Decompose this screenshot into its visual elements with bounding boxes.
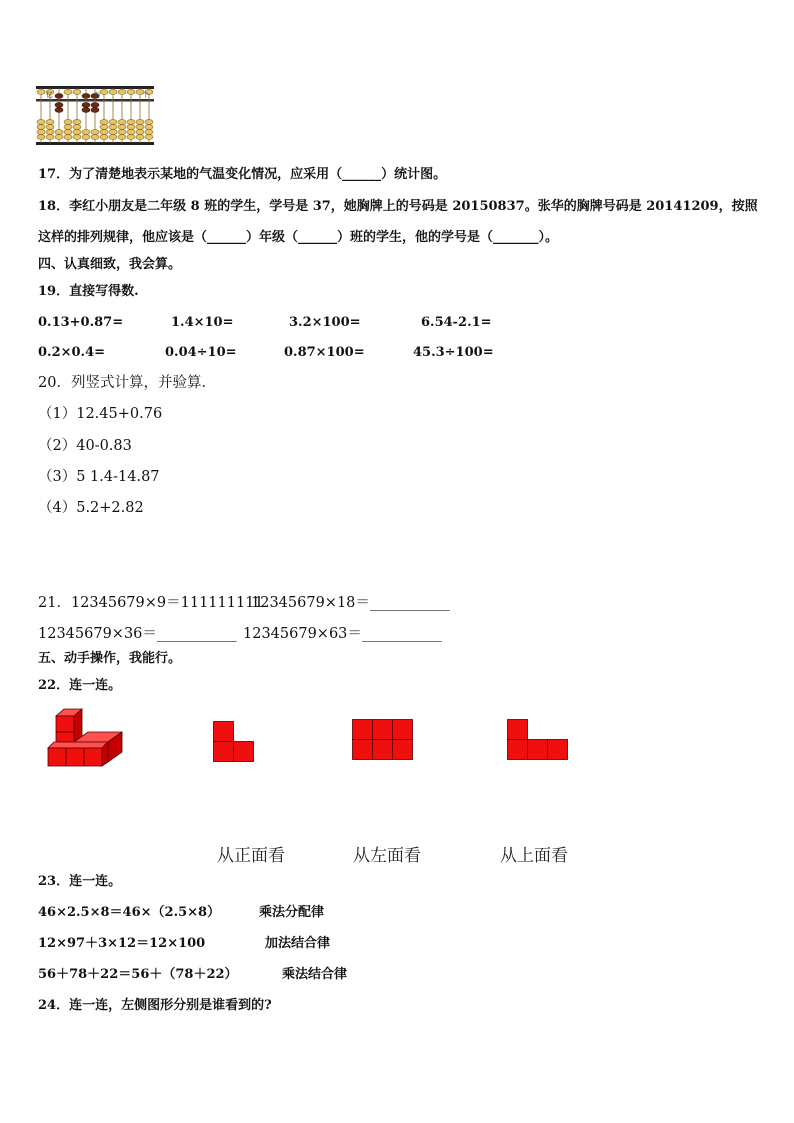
question-23-title: 23．连一连。 [38,874,122,889]
abacus-bead [37,120,45,125]
section-4-heading: 四、认真细致，我会算。 [38,257,182,272]
abacus-bead [64,120,72,125]
abacus-label-wan: 万 [94,91,101,99]
calc-2-2: 0.04÷10= [165,345,237,360]
abacus-bead [55,108,63,113]
abacus-bead [82,130,90,135]
question-18-line-1: 18．李红小朋友是二年级 8 班的学生，学号是 37，她胸牌上的号码是 20150837。张华的胸牌号码是 20141209，按照 [38,199,758,214]
view-label-left: 从左面看 [353,846,421,866]
abacus-bead [55,130,63,135]
abacus-bead [145,135,153,140]
abacus-bead [91,135,99,140]
view-shape-3 [507,719,569,761]
equation-2: 12×97＋3×12＝12×100 [38,936,206,951]
equation-1: 46×2.5×8＝46×（2.5×8） [38,905,221,920]
law-1: 乘法分配律 [259,905,325,920]
abacus-bead [55,103,63,108]
question-18-line-2: 这样的排列规律，他应该是（______）年级（______）班的学生，他的学号是（_______）。 [38,230,559,245]
abacus-bead [118,120,126,125]
abacus-bead [73,125,81,130]
abacus-bead [73,120,81,125]
abacus-bead [64,90,72,95]
abacus-bead [145,120,153,125]
abacus-bead [64,135,72,140]
abacus-bead [109,135,117,140]
abacus-bead [109,130,117,135]
abacus-bead [109,90,117,95]
cube-assembly-3d [44,706,128,770]
abacus-label-yi: 亿 [46,91,53,99]
abacus-bead [109,125,117,130]
abacus-bead [118,130,126,135]
question-22-title: 22．连一连。 [38,678,122,693]
view-shape-1 [213,721,255,763]
equation-3: 56＋78＋22＝56＋（78＋22） [38,967,238,982]
calc-2-4: 45.3÷100= [413,345,494,360]
question-20-item-3: （3）5 1.4-14.87 [38,469,160,485]
abacus-bead [100,130,108,135]
abacus-bead [82,103,90,108]
abacus-bead [127,120,135,125]
section-5-heading: 五、动手操作，我能行。 [38,651,182,666]
abacus-bead [91,103,99,108]
abacus-bead [91,130,99,135]
abacus-bead [37,90,45,95]
abacus-bead [82,94,90,99]
abacus-image [36,84,154,146]
abacus-label-ge: 个 [142,91,149,99]
abacus-bead [64,125,72,130]
view-shape-2 [352,719,414,761]
view-label-top: 从上面看 [500,846,568,866]
abacus-bead [100,90,108,95]
question-19-title: 19．直接写得数. [38,284,139,299]
abacus-bead [127,125,135,130]
abacus-bead [82,135,90,140]
question-20-item-1: （1）12.45+0.76 [38,406,163,422]
abacus-bead [64,130,72,135]
question-21-part-4: 12345679×63＝___________ [243,626,442,642]
abacus-bead [118,90,126,95]
question-24: 24．连一连，左侧图形分别是谁看到的? [38,998,272,1013]
abacus-bead [73,130,81,135]
abacus-bead [55,94,63,99]
abacus-bead [127,90,135,95]
question-21-part-3: 12345679×36＝___________ [38,626,237,642]
abacus-bead [145,125,153,130]
abacus-bead [127,130,135,135]
abacus-bead [46,120,54,125]
question-21-part-1: 21．12345679×9＝111111111 [38,595,264,611]
abacus-bead [46,135,54,140]
abacus-bead [127,135,135,140]
abacus-bead [118,135,126,140]
abacus-bead [100,120,108,125]
calc-1-4: 6.54-2.1= [421,315,492,330]
calc-1-2: 1.4×10= [171,315,234,330]
view-label-front: 从正面看 [217,846,285,866]
question-20-title: 20．列竖式计算，并验算． [38,375,216,391]
abacus-bead [100,135,108,140]
question-20-item-2: （2）40-0.83 [38,438,132,454]
abacus-bead [46,125,54,130]
question-17: 17．为了清楚地表示某地的气温变化情况，应采用（______）统计图。 [38,167,447,182]
abacus-bead [109,120,117,125]
abacus-bead [118,125,126,130]
calc-2-1: 0.2×0.4= [38,345,106,360]
abacus-bead [82,108,90,113]
abacus-bead [37,125,45,130]
abacus-bead [55,135,63,140]
law-2: 加法结合律 [265,936,331,951]
abacus-bead [73,135,81,140]
abacus-bead [46,130,54,135]
calc-1-3: 3.2×100= [289,315,361,330]
abacus-bead [91,108,99,113]
abacus-bead [37,135,45,140]
abacus-bead [136,125,144,130]
abacus-bead [73,90,81,95]
calc-2-3: 0.87×100= [284,345,365,360]
abacus-bead [136,135,144,140]
law-3: 乘法结合律 [282,967,348,982]
abacus-bead [145,130,153,135]
abacus-bead [136,130,144,135]
abacus-bead [136,120,144,125]
abacus-bead [37,130,45,135]
question-20-item-4: （4）5.2+2.82 [38,500,144,516]
calc-1-1: 0.13+0.87= [38,315,124,330]
question-21-part-2: 12345679×18＝___________ [251,595,450,611]
abacus-bead [100,125,108,130]
